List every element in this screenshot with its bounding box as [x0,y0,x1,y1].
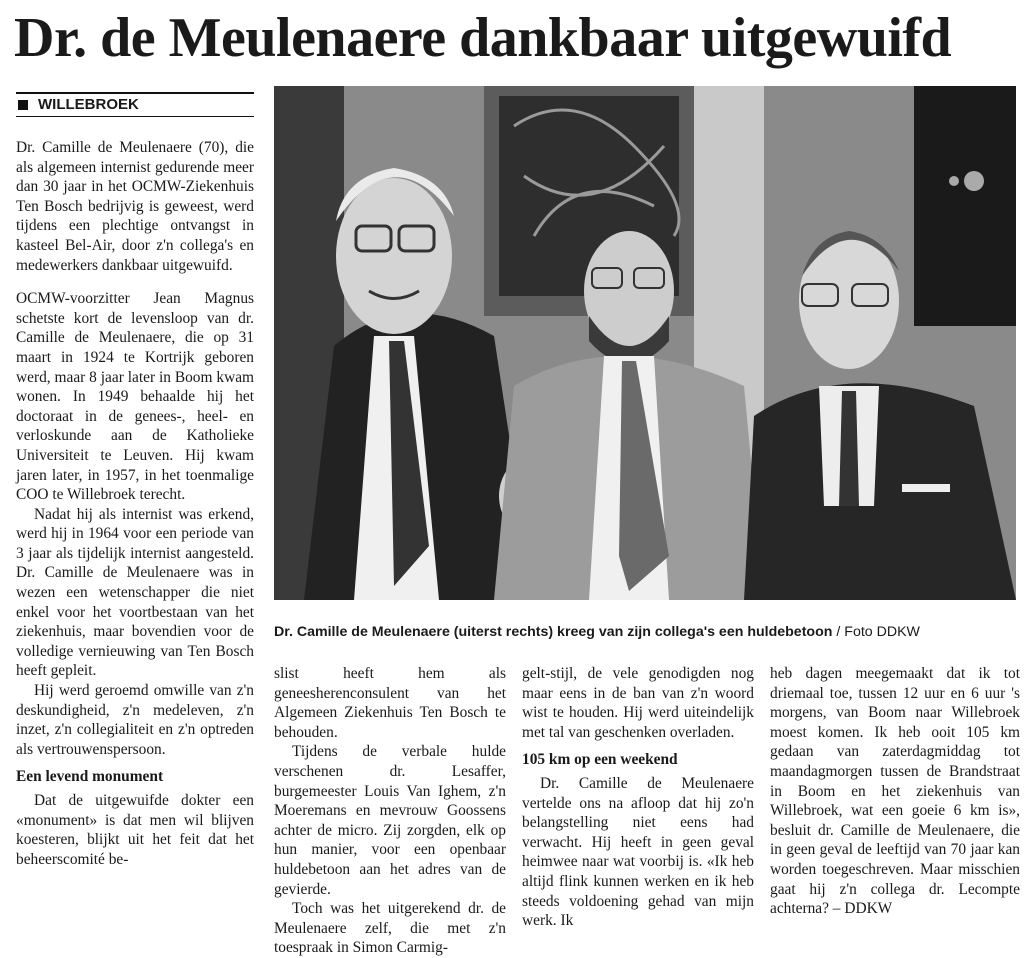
section-label-text: WILLEBROEK [38,96,139,113]
caption-text: Dr. Camille de Meulenaere (uiterst rechts) kreeg van zijn collega's een huldebetoon [274,624,833,640]
body-paragraph: OCMW-voorzitter Jean Magnus schetste kort de levensloop van dr. Camille de Meulenaere, die op 31 maart in 1924 te Kortrijk geboren werd, maar 8 jaar later in Boom kwam wonen. In 1949 behaalde hij het doctoraat in de genees-, heel- en verloskunde aan de Katholieke Universiteit te Leuven. Hij kwam jaren later, in 1957, in het toenmalige COO te Willebroek terecht. [16,290,254,504]
body-paragraph: Toch was het uitgerekend dr. de Meulenaere zelf, die met z'n toespraak in Simon Carmig- [274,900,506,957]
section-label [16,92,254,117]
news-photo [274,86,1016,600]
intro-paragraph: Dr. Camille de Meulenaere (70), die als algemeen internist gedurende meer dan 30 jaar in het OCMW-Ziekenhuis Ten Bosch bedrijvig is geweest, werd tijdens een plechtige ontvangst in kasteel Bel-Air, door z'n collega's en medewerkers dankbaar uitgewuifd. [16,139,254,274]
subheading: Een levend monument [16,768,164,786]
body-paragraph: Hij werd geroemd omwille van z'n deskundigheid, z'n medeleven, z'n inzet, z'n collegialiteit en z'n optreden als vertrouwenspersoon. [16,682,254,758]
article-column-2 [274,664,506,957]
headline: Dr. de Meulenaere dankbaar uitgewuifd [14,7,952,69]
square-bullet-icon [18,100,28,110]
article-column-1 [16,138,254,938]
body-paragraph: gelt-stijl, de vele genodigden nog maar eens in de ban van z'n woord wist te houden. Hij werd uiteindelijk met tal van geschenken overladen. [522,665,754,741]
body-paragraph: slist heeft hem als geneesherenconsulent van het Algemeen Ziekenhuis Ten Bosch te behouden. [274,665,506,741]
article-column-3 [522,664,754,940]
photo-caption [274,624,1016,646]
body-paragraph: Nadat hij als internist was erkend, werd hij in 1964 voor een periode van 3 jaar als tijdelijk internist aangesteld. Dr. Camille de Meulenaere was in wezen een wetenschapper die niet enkel voor het voortbestaan van het ziekenhuis, maar bovendien voor de volledige vernieuwing van Ten Bosch heeft gepleit. [16,505,254,680]
article-column-4 [770,664,1020,940]
body-paragraph: Tijdens de verbale hulde verschenen dr. Lesaffer, burgemeester Louis Van Ighem, z'n Moeremans en mevrouw Goossens achter de micro. Zij zorgden, elk op hun manier, voor een openbaar huldebetoon aan het adres van de gevierde. [274,743,506,898]
body-paragraph: Dr. Camille de Meulenaere vertelde ons na afloop dat hij zo'n belangstelling niet eens had verwacht. Hij heeft in geen geval heimwee naar wat voorbij is. «Ik heb altijd flink kunnen werken en ik heb steeds voldoening gehad van mijn werk. Ik [522,774,754,930]
photo-credit: / Foto DDKW [836,624,920,640]
body-paragraph: Dat de uitgewuifde dokter een «monument» is dat men wil blijven koesteren, blijkt uit het feit dat het beheerscomité be- [16,792,254,868]
subheading: 105 km op een weekend [522,751,678,769]
photo-illustration [274,86,1016,600]
body-paragraph: heb dagen meegemaakt dat ik tot driemaal toe, tussen 12 uur en 6 uur 's morgens, van Boom naar Willebroek moest komen. Ik heb ooit 105 km gedaan van zaterdagmiddag tot maandagmorgen tussen de Brandstraat in Boom en het ziekenhuis van Willebroek, wat een goeie 6 km is», besluit dr. Camille de Meulenaere, die in geen geval de leeftijd van 70 jaar kan worden toegeschreven. Maar misschien gaat hij z'n collega dr. Lecompte achterna? – DDKW [770,665,1020,918]
